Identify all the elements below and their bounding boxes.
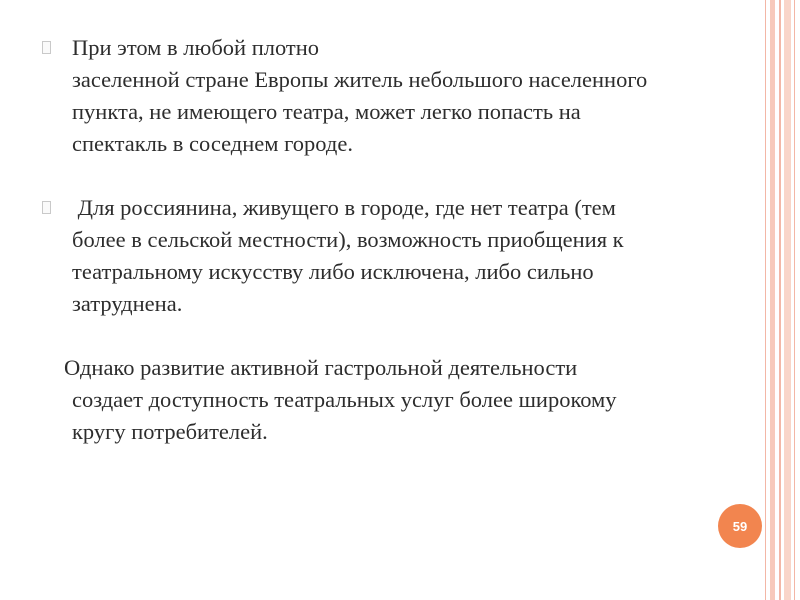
bullet-paragraph-europe (40, 32, 760, 160)
decorative-stripe (770, 0, 775, 600)
text-line: заселенной стране Европы житель небольшого населенного (72, 67, 648, 92)
text-line: кругу потребителей. (72, 419, 268, 444)
paragraph-touring (40, 352, 760, 448)
text-line: затруднена. (72, 291, 183, 316)
bullet-marker-icon (42, 201, 51, 214)
text-line: более в сельской местности), возможность приобщения к (72, 227, 624, 252)
bullet-marker-icon (42, 41, 51, 54)
paragraph-spacer (40, 320, 760, 352)
paragraph-spacer (40, 160, 760, 192)
decorative-stripe (784, 0, 791, 600)
text-line: При этом в любой плотно (72, 35, 320, 60)
decorative-stripe (794, 0, 795, 600)
text-line: Однако развитие активной гастрольной деятельности (64, 355, 578, 380)
decorative-stripe (765, 0, 766, 600)
page-number-badge: 59 (718, 504, 762, 548)
text-line: создает доступность театральных услуг более широкому (72, 387, 617, 412)
bullet-paragraph-russia (40, 192, 760, 320)
text-line: Для россиянина, живущего в городе, где нет театра (тем (72, 195, 616, 220)
text-line: театральному искусству либо исключена, либо сильно (72, 259, 594, 284)
text-line: спектакль в соседнем городе. (72, 131, 353, 156)
text-line: пункта, не имеющего театра, может легко попасть на (72, 99, 581, 124)
slide-body (40, 32, 760, 448)
decorative-stripe (779, 0, 781, 600)
